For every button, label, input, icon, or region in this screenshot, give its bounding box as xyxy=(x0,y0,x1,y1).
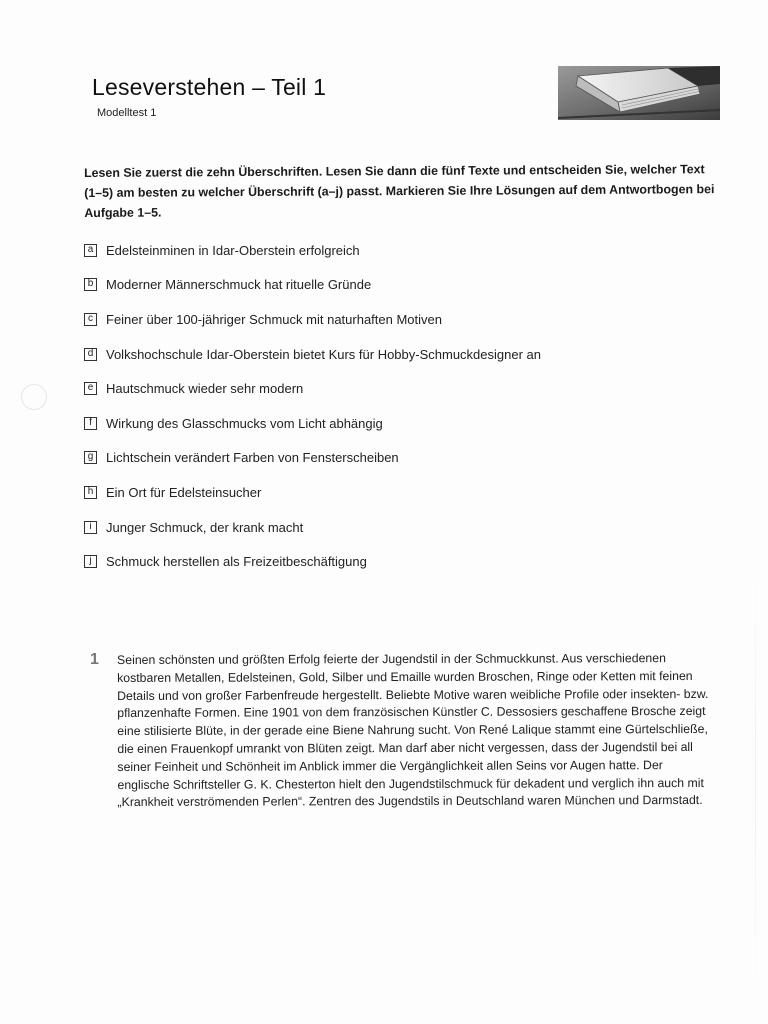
heading-item-j xyxy=(84,544,644,579)
heading-item-a xyxy=(84,233,644,268)
heading-letter-box: f xyxy=(84,417,97,430)
heading-item-b xyxy=(84,268,644,303)
page-subtitle: Modelltest 1 xyxy=(97,107,157,119)
heading-text: Ein Ort für Edelsteinsucher xyxy=(106,484,262,500)
heading-text: Feiner über 100-jähriger Schmuck mit naturhaften Motiven xyxy=(106,311,442,327)
heading-item-i xyxy=(84,510,644,545)
heading-text: Lichtschein verändert Farben von Fensterscheiben xyxy=(106,450,399,466)
heading-text: Junger Schmuck, der krank macht xyxy=(106,519,304,535)
heading-letter-box: c xyxy=(84,313,97,326)
heading-text: Moderner Männerschmuck hat rituelle Gründe xyxy=(106,277,372,293)
scan-hole-mark xyxy=(21,384,47,410)
heading-letter-box: j xyxy=(84,555,97,568)
heading-item-c xyxy=(84,302,644,337)
page-title: Leseverstehen – Teil 1 xyxy=(92,74,327,100)
heading-text: Edelsteinminen in Idar-Oberstein erfolgreich xyxy=(106,242,360,258)
header-book-image xyxy=(558,66,720,120)
heading-text: Hautschmuck wieder sehr modern xyxy=(106,381,304,397)
heading-letter-box: d xyxy=(84,348,97,361)
heading-text: Volkshochschule Idar-Oberstein bietet Kurs für Hobby-Schmuckdesigner an xyxy=(106,346,541,362)
heading-item-e xyxy=(84,371,644,406)
heading-text: Wirkung des Glasschmucks vom Licht abhängig xyxy=(106,415,383,431)
heading-item-f xyxy=(84,406,644,441)
heading-item-h xyxy=(84,475,644,510)
headings-list xyxy=(84,233,644,579)
scan-edge-shadow xyxy=(755,560,756,1000)
heading-letter-box: e xyxy=(84,382,97,395)
task-instructions: Lesen Sie zuerst die zehn Überschriften. Lesen Sie dann die fünf Texte und entscheiden Sie, welcher Text (1–5) am besten zu welcher Überschrift (a–j) passt. Markieren Sie Ihre Lösungen auf dem Antwortbogen bei Aufgabe 1–5. xyxy=(84,162,715,220)
heading-letter-box: i xyxy=(84,521,97,534)
heading-letter-box: b xyxy=(84,278,97,291)
heading-item-g xyxy=(84,441,644,476)
text-body: Seinen schönsten und größten Erfolg feierte der Jugendstil in der Schmuckkunst. Aus verschiedenen kostbaren Metallen, Edelsteinen, Gold, Silber und Emaille wurden Broschen, Ringe oder Ketten mit feinen Details und von großer Farbenfreude hergestellt. Beliebte Motive waren weibliche Profile oder insekten- bzw. pflanzenhafte Formen. Eine 1901 von dem französischen Künstler C. Dessosiers geschaffene Brosche zeigt eine stilisierte Blüte, in der gerade eine Biene Nahrung sucht. Von René Lalique stammt eine Gürtelschließe, die einen Frauenkopf umrankt von Blüten zeigt. Man darf aber nicht vergessen, dass der Jugendstil bei all seiner Feinheit und Schönheit im Anblick immer die Vergänglichkeit allen Seins vor Augen hatte. Der englische Schriftsteller G. K. Chesterton hielt den Jugendstilschmuck für dekadent und verglich ihn auch mit „Krankheit verströmenden Perlen“. Zentren des Jugendstils in Deutschland waren München und Darmstadt. xyxy=(117,651,709,810)
heading-letter-box: h xyxy=(84,486,97,499)
heading-letter-box: g xyxy=(84,451,97,464)
heading-item-d xyxy=(84,337,644,372)
heading-text: Schmuck herstellen als Freizeitbeschäftigung xyxy=(106,554,367,570)
heading-letter-box: a xyxy=(84,244,97,257)
book-illustration-icon xyxy=(558,66,720,120)
text-number: 1 xyxy=(90,651,99,668)
